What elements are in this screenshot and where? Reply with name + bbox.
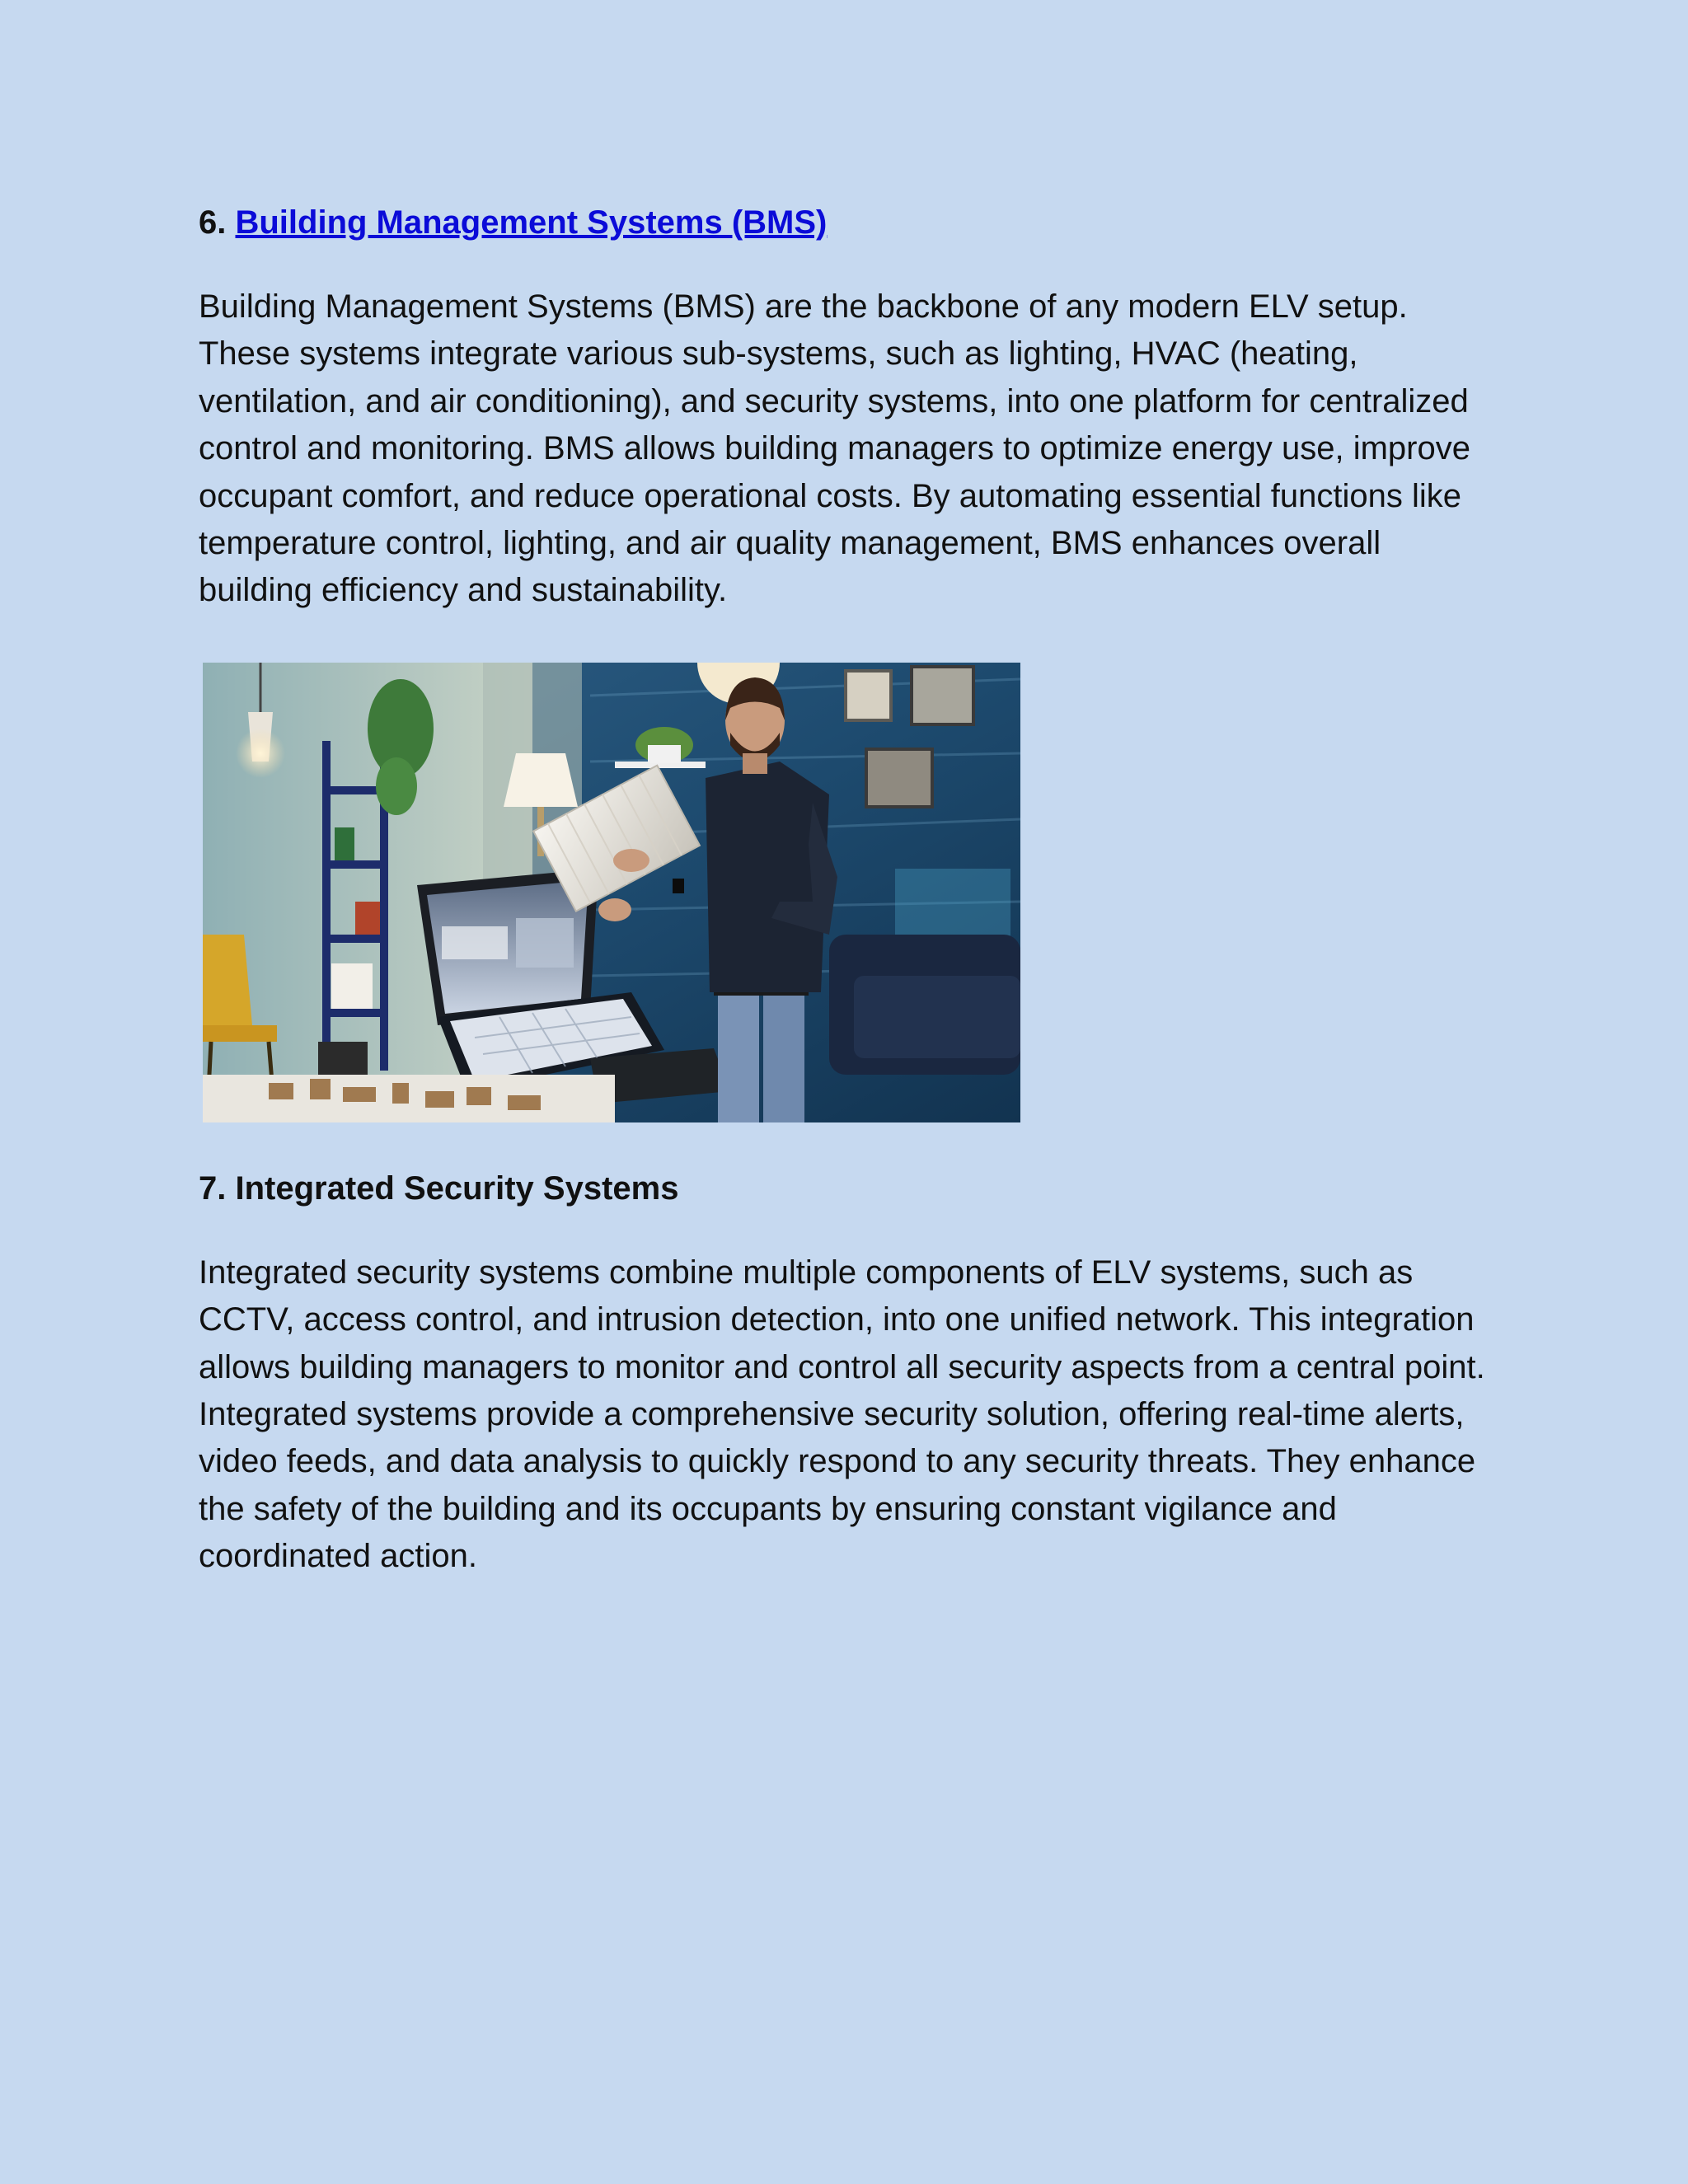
section-6-number: 6. <box>199 204 227 241</box>
document-page <box>199 198 1501 1581</box>
bms-heading-link[interactable]: Building Management Systems (BMS) <box>235 204 828 241</box>
section-7-paragraph: Integrated security systems combine multiple components of ELV systems, such as CCTV, access control, and intrusion detection, into one unified network. This integration allows building managers to monitor and control all security aspects from a central point. Integrated systems provide a comprehensive security solution, offering real-time alerts, video feeds, and data analysis to quickly respond to any security threats. They enhance the safety of the building and its occupants by ensuring constant vigilance and coordinated action. <box>199 1254 1485 1575</box>
section-7-heading: 7. Integrated Security Systems <box>199 1169 679 1207</box>
bms-photo <box>203 663 1020 1122</box>
section-6-heading <box>199 198 1501 247</box>
section-6-paragraph: Building Management Systems (BMS) are the backbone of any modern ELV setup. These systems integrate various sub-systems, such as lighting, HVAC (heating, ventilation, and air conditioning), and security systems, into one platform for centralized control and monitoring. BMS allows building managers to optimize energy use, improve occupant comfort, and reduce operational costs. By automating essential functions like temperature control, lighting, and air quality management, BMS enhances overall building efficiency and sustainability. <box>199 288 1470 609</box>
bms-photo-illustration <box>203 663 1020 1122</box>
